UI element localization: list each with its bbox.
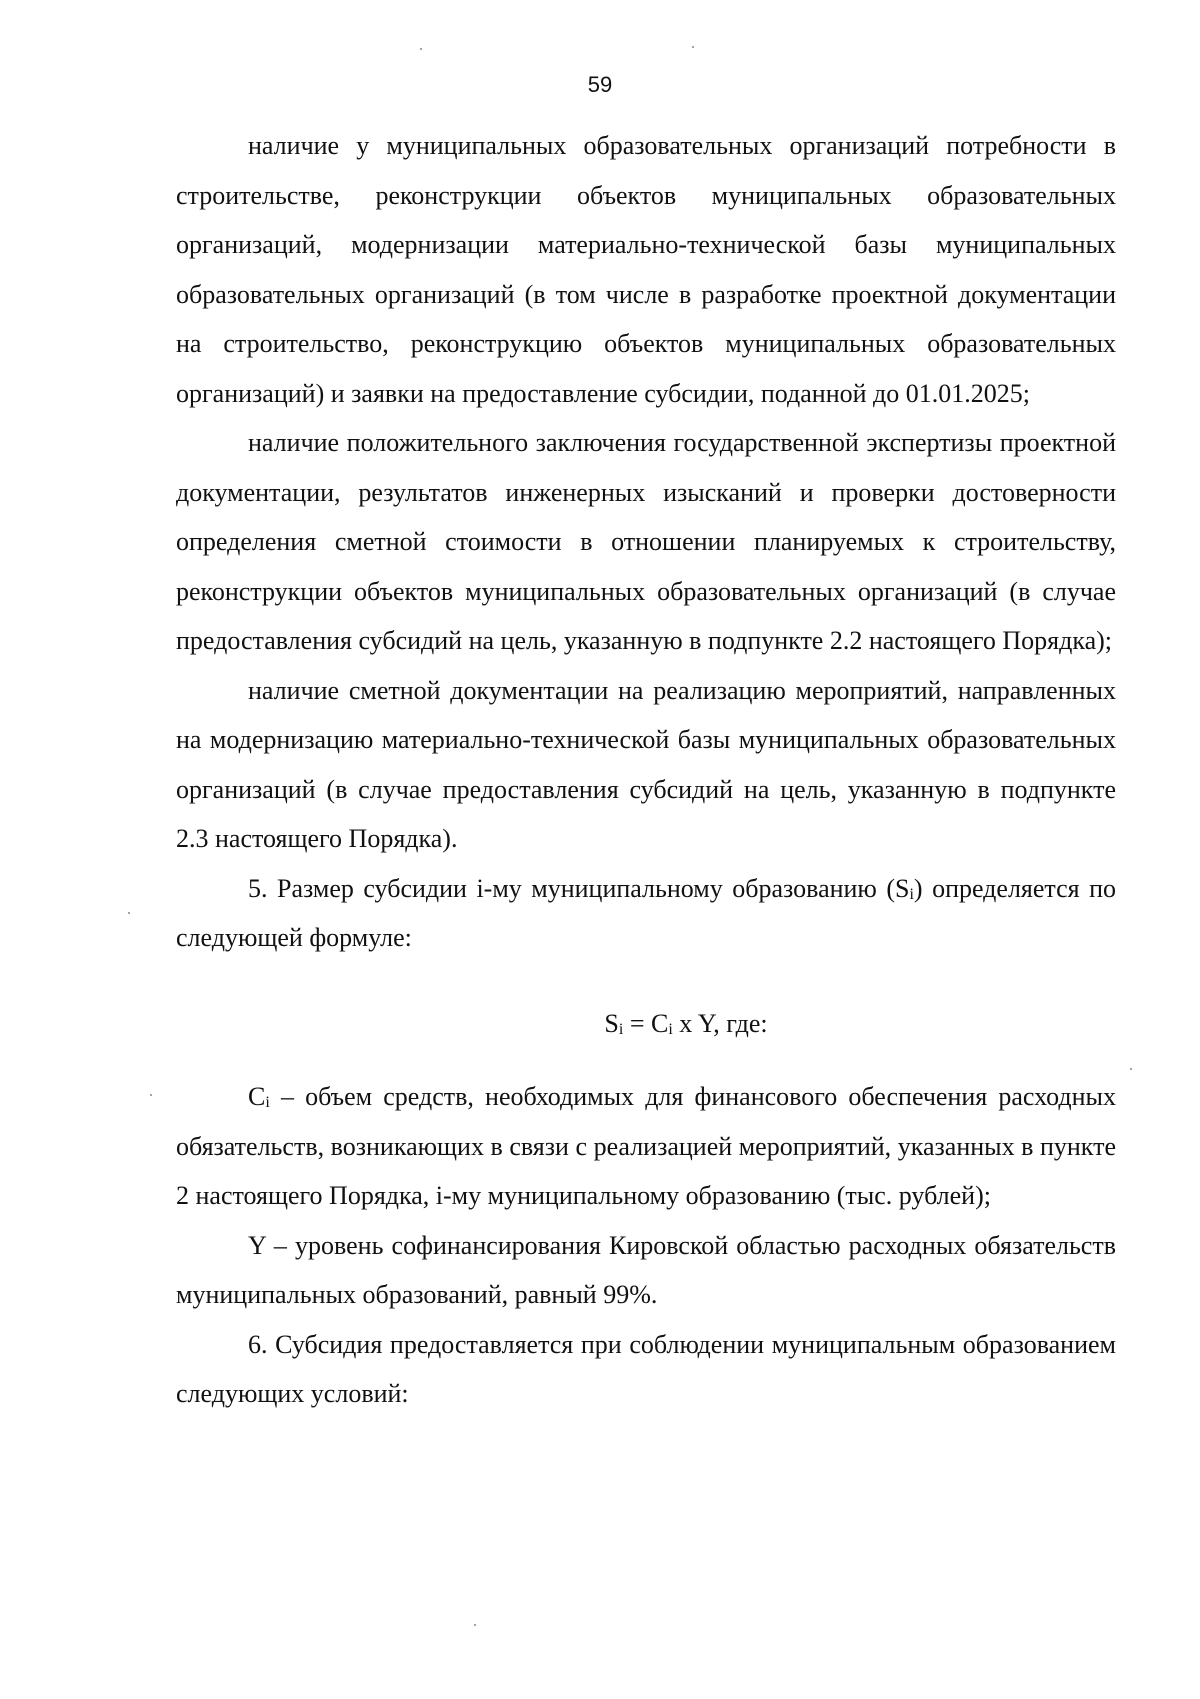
formula-rest: x Y, где: <box>672 1008 768 1038</box>
definition-ci-symbol: C <box>248 1082 266 1111</box>
paragraph-need-construction: наличие у муниципальных образовательных организаций потребности в строительстве, реконструкции объектов муниципальных образовательных организаций, модернизации материально-технической базы муниципальных образовательных организаций (в том числе в разработке проектной документации на строительство, реконструкцию объектов муниципальных образовательных организаций) и заявки на предоставление субсидии, поданной до 01.01.2025; <box>176 131 1116 408</box>
item-5-subsidy-size <box>176 864 1116 963</box>
scan-speck <box>420 48 422 50</box>
subsidy-formula <box>176 963 1116 1073</box>
formula-s: S <box>604 1008 619 1038</box>
scan-speck <box>474 1624 476 1626</box>
item-6-conditions: 6. Субсидия предоставляется при соблюдении муниципальным образованием следующих условий: <box>176 1329 1116 1408</box>
paragraph-estimate-documentation: наличие сметной документации на реализацию мероприятий, направленных на модернизацию материально-технической базы муниципальных образовательных организаций (в случае предоставления субсидий на цель, указанную в подпункте 2.3 настоящего Порядка). <box>176 675 1116 853</box>
item-5-text-start: 5. Размер субсидии i-му муниципальному образованию (S <box>248 873 910 903</box>
scan-speck <box>1130 1068 1132 1070</box>
page-number: 59 <box>587 72 613 97</box>
paragraph-expert-conclusion: наличие положительного заключения государственной экспертизы проектной документации, результатов инженерных изысканий и проверки достоверности определения сметной стоимости в отношении планируемых к строительству, реконструкции объектов муниципальных образовательных организаций (в случае предоставления субсидий на цель, указанную в подпункте 2.2 настоящего Порядка); <box>176 428 1116 655</box>
scan-speck <box>150 1094 152 1096</box>
formula-s-subscript: i <box>618 1020 624 1038</box>
item-5-subscript: i <box>909 885 914 903</box>
formula-c-subscript: i <box>668 1020 673 1038</box>
formula-equals-c: = C <box>623 1008 669 1038</box>
definition-ci-subscript: i <box>265 1094 270 1111</box>
definition-ci-text: – объем средств, необходимых для финансового обеспечения расходных обязательств, возникающих в связи с реализацией мероприятий, указанных в пункте 2 настоящего Порядка, i-му муниципальному образованию (тыс. рублей); <box>176 1082 1116 1210</box>
scan-speck <box>692 46 694 48</box>
scan-speck <box>128 912 130 914</box>
item-5-text-end: ) определяется по следующей формуле: <box>176 873 1116 952</box>
definition-ci <box>176 1072 1116 1221</box>
definition-y: Y – уровень софинансирования Кировской областью расходных обязательств муниципальных образований, равный 99%. <box>176 1230 1116 1309</box>
document-body <box>176 121 1116 1419</box>
